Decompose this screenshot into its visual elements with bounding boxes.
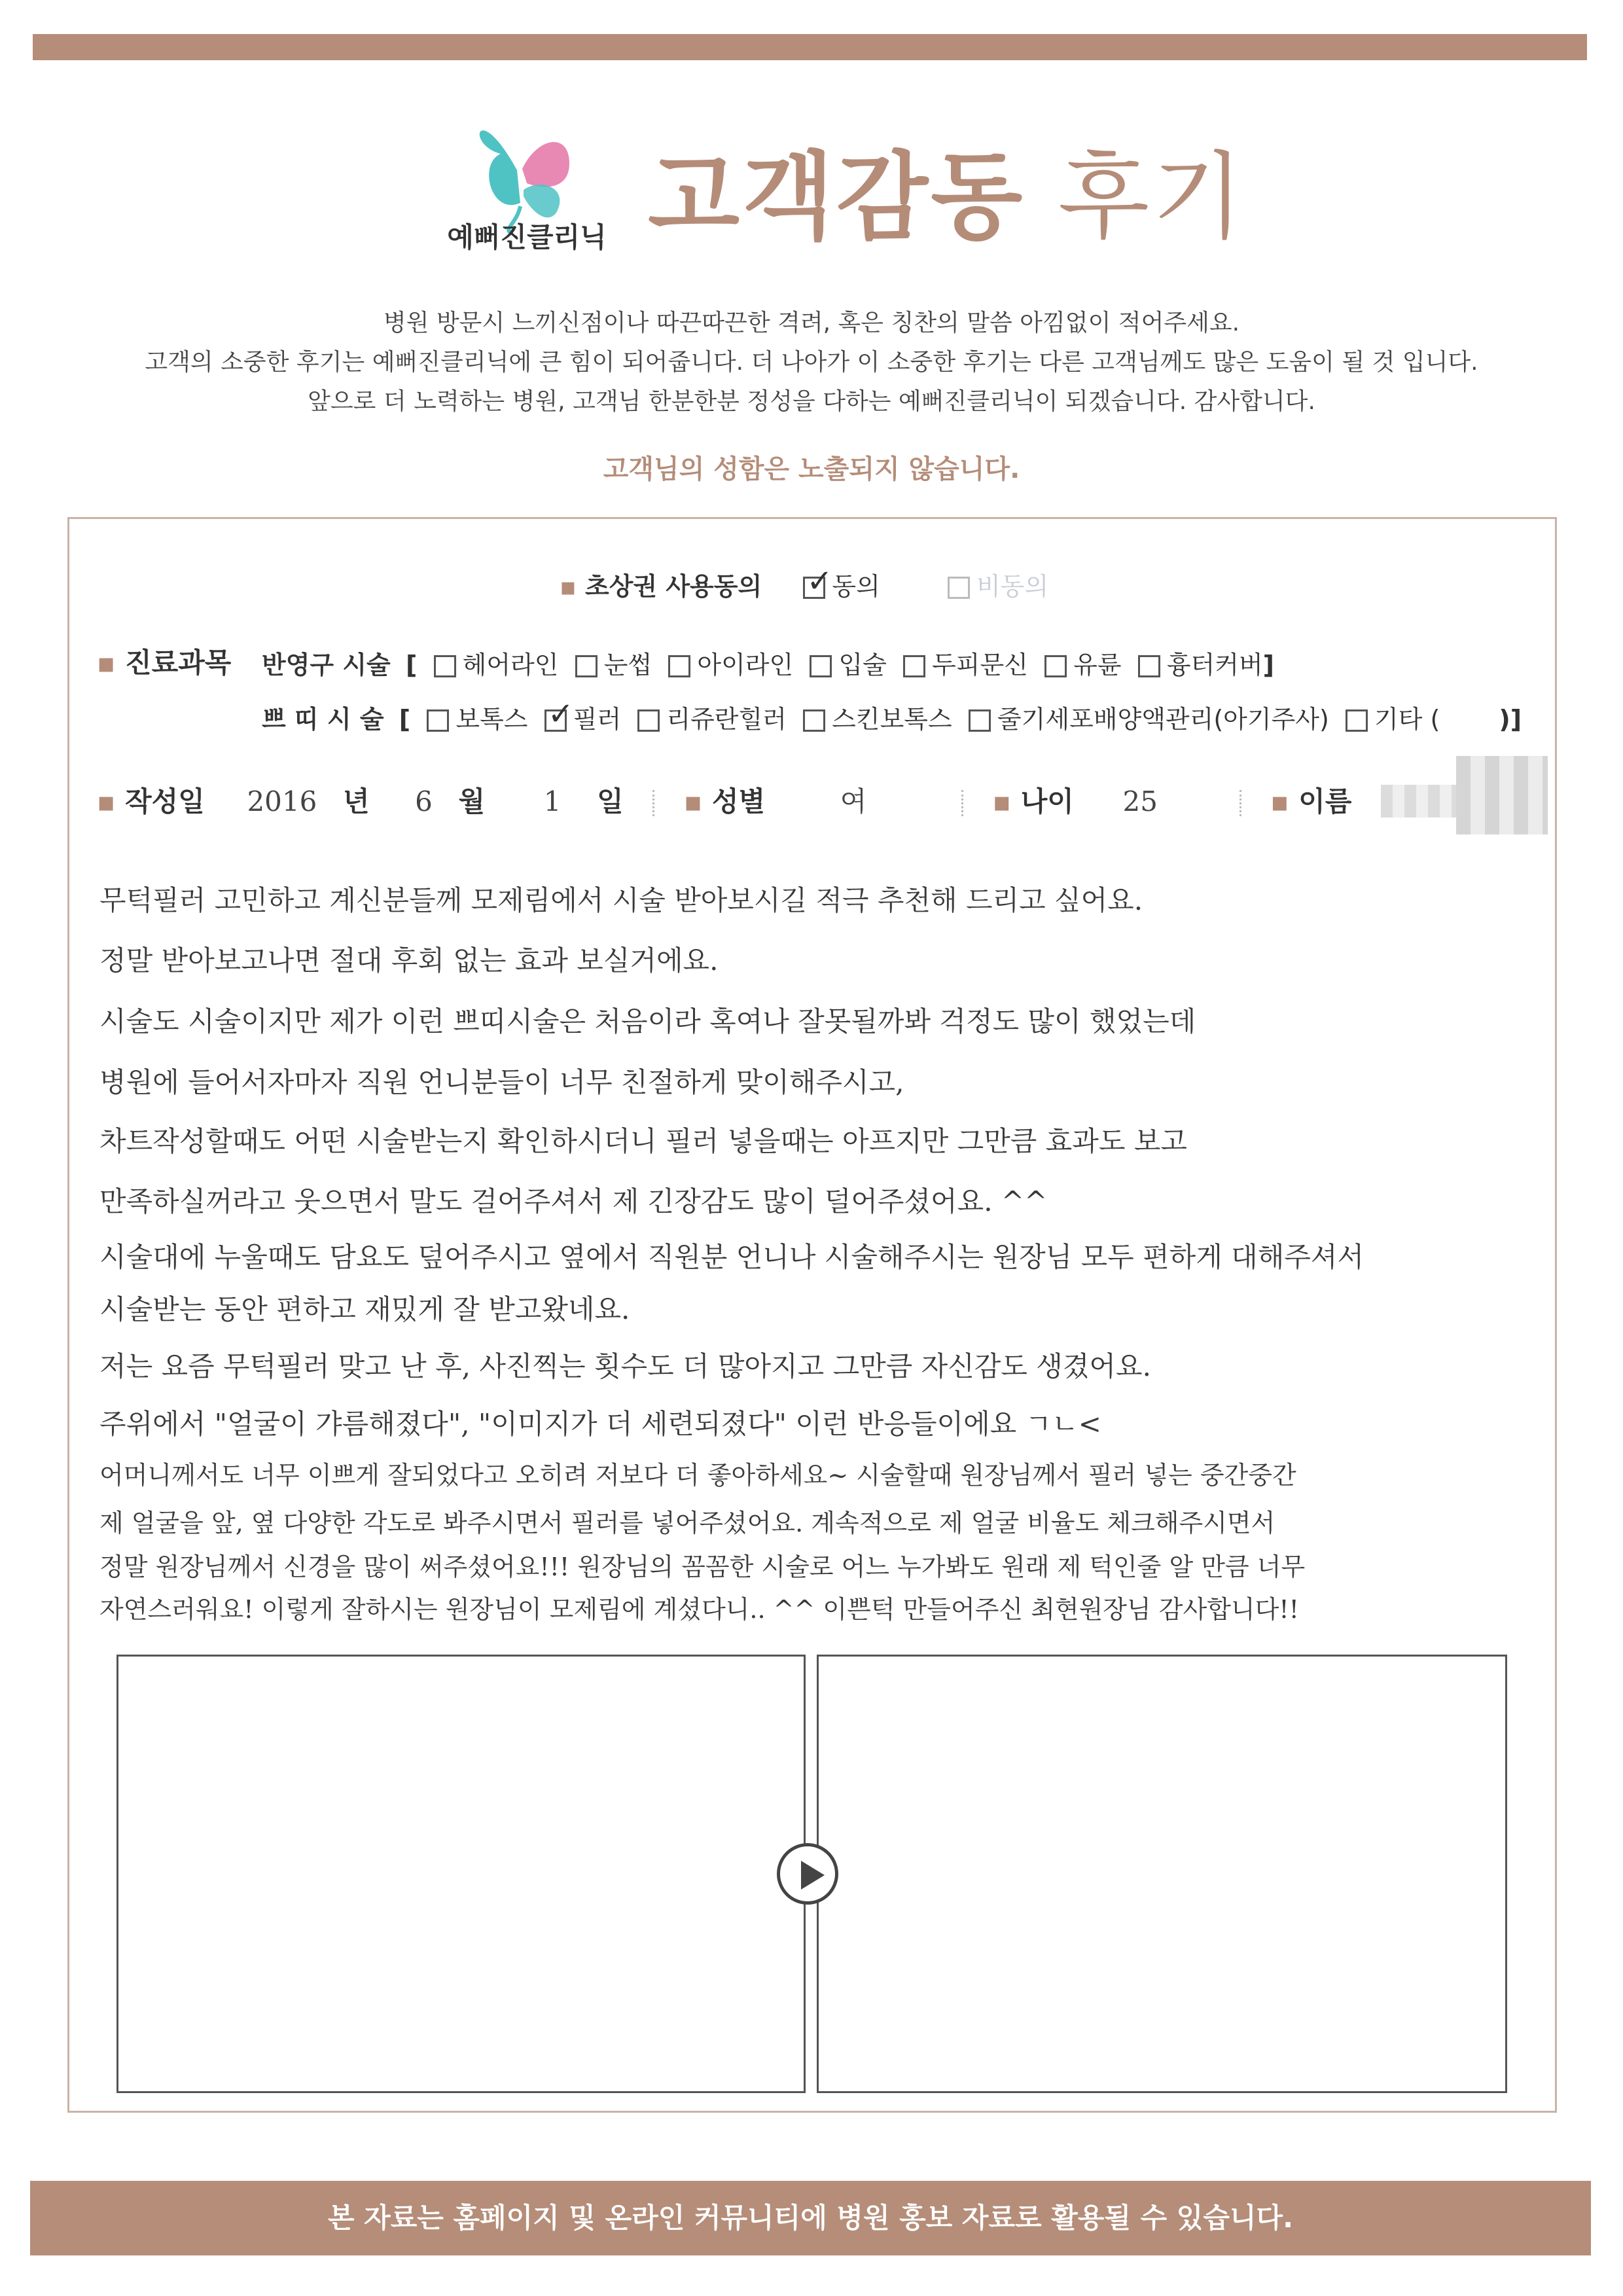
divider — [1240, 790, 1241, 816]
bracket-close: ] — [1262, 651, 1275, 679]
divider — [652, 790, 654, 816]
intro-line-2: 고객의 소중한 후기는 예뻐진클리닉에 큰 힘이 되어줍니다. 더 나아가 이 소중한 후기는 다른 고객님께도 많은 도움이 될 것 입니다. — [145, 349, 1478, 376]
page-title — [648, 121, 1247, 257]
petit-option-checkbox[interactable] — [1346, 709, 1368, 732]
date-month-unit: 월 — [458, 785, 486, 817]
permanent-option-checkbox[interactable] — [575, 655, 597, 677]
petit-option-label: 필러 — [573, 705, 622, 734]
review-line: 시술도 시술이지만 제가 이런 쁘띠시술은 처음이라 혹여나 잘못될까봐 걱정도 많이 했었는데 — [99, 1005, 1196, 1037]
review-line: 자연스러워요! 이렇게 잘하시는 원장님이 모제림에 계셨다니.. ^^ 이쁜턱 만들어주신 최현원장님 감사합니다!! — [99, 1595, 1299, 1624]
permanent-row — [262, 645, 1274, 681]
signature-redacted — [1456, 756, 1548, 834]
review-line: 만족하실꺼라고 웃으면서 말도 걸어주셔서 제 긴장감도 많이 덜어주셨어요. ^^ — [99, 1185, 1048, 1217]
petit-option-label: 줄기세포배양액관리(아기주사) — [997, 705, 1329, 734]
review-line: 정말 받아보고나면 절대 후회 없는 효과 보실거에요. — [99, 944, 719, 977]
petit-option-label: 리쥬란힐러 — [666, 705, 787, 734]
permanent-option-label: 흉터커버 — [1166, 651, 1263, 679]
bullet-icon: ▪ — [1270, 785, 1289, 817]
permanent-option-label: 두피문신 — [932, 651, 1028, 679]
name-label: 이름 — [1298, 785, 1352, 817]
petit-option-checkbox[interactable] — [427, 709, 449, 732]
permanent-option-label: 헤어라인 — [462, 651, 559, 679]
consent-agree-checkbox[interactable] — [803, 577, 825, 599]
play-arrow-icon — [777, 1843, 838, 1905]
review-line: 병원에 들어서자마자 직원 언니분들이 너무 친절하게 맞이해주시고, — [99, 1066, 904, 1098]
bullet-icon: ▪ — [97, 647, 116, 679]
date-day: 1 — [543, 785, 562, 817]
review-line: 주위에서 "얼굴이 갸름해졌다", "이미지가 더 세련되졌다" 이런 반응들이에요 ㄱㄴ< — [99, 1408, 1101, 1440]
age-value: 25 — [1122, 785, 1158, 817]
treatment-label: 진료과목 — [125, 647, 232, 679]
petit-option-checkbox[interactable] — [969, 709, 991, 732]
petit-option-label: 보톡스 — [455, 705, 528, 734]
bullet-icon: ▪ — [560, 572, 577, 601]
other-close: )] — [1499, 705, 1522, 734]
gender-label: 성별 — [712, 785, 766, 817]
before-photo-box — [116, 1655, 806, 2093]
permanent-option-checkbox[interactable] — [668, 655, 690, 677]
consent-label: 초상권 사용동의 — [585, 572, 762, 601]
petit-option-checkbox[interactable] — [637, 709, 660, 732]
permanent-option-label: 입술 — [838, 651, 887, 679]
info-row — [97, 780, 1479, 819]
bullet-icon: ▪ — [992, 785, 1012, 817]
date-year-unit: 년 — [342, 785, 370, 817]
permanent-option-label: 유륜 — [1073, 651, 1122, 679]
title-light: 후기 — [1025, 142, 1247, 253]
intro-line-1: 병원 방문시 느끼신점이나 따끈따끈한 격려, 혹은 칭찬의 말씀 아낌없이 적어주세요. — [383, 310, 1240, 336]
date-year: 2016 — [247, 785, 317, 817]
petit-option-checkbox[interactable] — [544, 709, 567, 732]
bullet-icon: ▪ — [97, 785, 116, 817]
review-line: 무턱필러 고민하고 계신분들께 모제림에서 시술 받아보시길 적극 추천해 드리고 싶어요. — [99, 884, 1143, 916]
date-day-unit: 일 — [597, 785, 624, 817]
petit-label: 쁘 띠 시 술 — [262, 705, 384, 734]
permanent-option-checkbox[interactable] — [810, 655, 832, 677]
review-line: 제 얼굴을 앞, 옆 다양한 각도로 봐주시면서 필러를 넣어주셨어요. 계속적으로 제 얼굴 비율도 체크해주시면서 — [99, 1509, 1275, 1537]
permanent-option-checkbox[interactable] — [434, 655, 456, 677]
age-label: 나이 — [1020, 785, 1074, 817]
review-line: 시술받는 동안 편하고 재밌게 잘 받고왔네요. — [99, 1293, 630, 1325]
review-line: 시술대에 누울때도 담요도 덮어주시고 옆에서 직원분 언니나 시술해주시는 원장님 모두 편하게 대해주셔서 — [99, 1241, 1364, 1273]
review-line: 저는 요즘 무턱필러 맞고 난 후, 사진찍는 횟수도 더 많아지고 그만큼 자신감도 생겼어요. — [99, 1350, 1151, 1382]
gender-value: 여 — [840, 785, 867, 817]
bracket-open: [ — [399, 705, 411, 734]
footer-banner: 본 자료는 홈페이지 및 온라인 커뮤니티에 병원 홍보 자료로 활용될 수 있습니다. — [30, 2181, 1591, 2255]
petit-option-label: 기타 ( — [1374, 705, 1440, 734]
petit-row — [262, 699, 1522, 735]
date-month: 6 — [415, 785, 433, 817]
top-band — [33, 34, 1587, 60]
review-line: 차트작성할때도 어떤 시술받는지 확인하시더니 필러 넣을때는 아프지만 그만큼 효과도 보고 — [99, 1125, 1187, 1157]
title-bold: 고객감동 — [648, 142, 1026, 253]
review-line: 어머니께서도 너무 이쁘게 잘되었다고 오히려 저보다 더 좋아하세요~ 시술할때 원장님께서 필러 넣는 중간중간 — [99, 1461, 1296, 1490]
date-label: 작성일 — [125, 785, 205, 817]
consent-row — [560, 566, 1048, 602]
permanent-option-label: 아이라인 — [697, 651, 794, 679]
after-photo-box — [817, 1655, 1507, 2093]
consent-disagree-checkbox[interactable] — [948, 577, 970, 599]
intro-line-3: 앞으로 더 노력하는 병원, 고객님 한분한분 정성을 다하는 예뻐진클리닉이 되겠습니다. 감사합니다. — [308, 388, 1315, 415]
consent-disagree-label: 비동의 — [976, 572, 1049, 601]
permanent-option-checkbox[interactable] — [903, 655, 925, 677]
permanent-label: 반영구 시술 — [262, 651, 391, 679]
permanent-option-label: 눈썹 — [603, 651, 652, 679]
privacy-notice: 고객님의 성함은 노출되지 않습니다. — [603, 454, 1020, 484]
review-line: 정말 원장님께서 신경을 많이 써주셨어요!!! 원장님의 꼼꼼한 시술로 어느 누가봐도 원래 제 턱인줄 알 만큼 너무 — [99, 1552, 1306, 1581]
treatment-section-label — [97, 641, 231, 681]
divider — [961, 790, 963, 816]
bracket-open: [ — [406, 651, 418, 679]
petit-option-checkbox[interactable] — [803, 709, 825, 732]
permanent-option-checkbox[interactable] — [1138, 655, 1160, 677]
bullet-icon: ▪ — [683, 785, 703, 817]
logo-text: 예뻐진클리닉 — [447, 221, 607, 253]
consent-agree-label: 동의 — [832, 572, 880, 601]
permanent-option-checkbox[interactable] — [1044, 655, 1067, 677]
petit-option-label: 스킨보톡스 — [832, 705, 952, 734]
